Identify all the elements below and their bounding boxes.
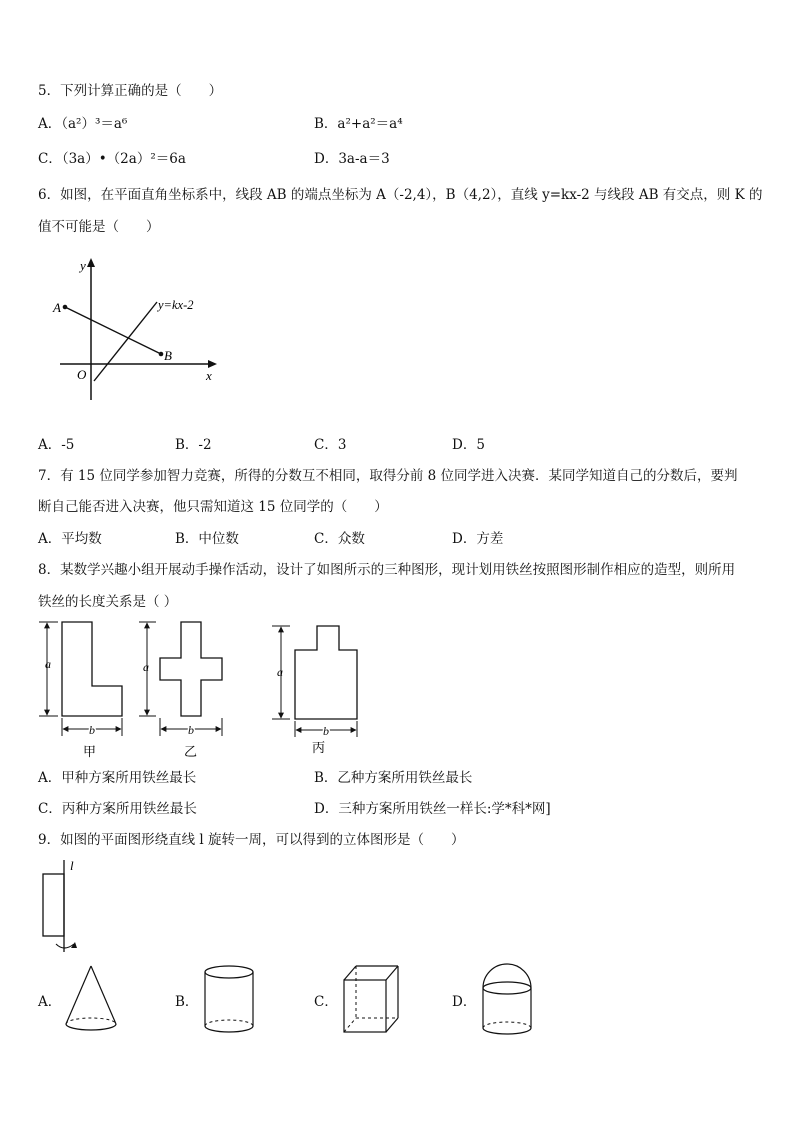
q5-option-c: C．（3a）•（2a）²＝6a bbox=[38, 151, 186, 167]
q9-option-d: D． bbox=[452, 994, 477, 1010]
q5-option-b: B．a²+a²＝a⁴ bbox=[314, 116, 403, 132]
q6-option-b: B．-2 bbox=[175, 437, 212, 453]
q7-option-d: D．方差 bbox=[452, 531, 504, 547]
q8-option-b: B．乙种方案所用铁丝最长 bbox=[314, 770, 473, 786]
q6-stem-line2: 值不可能是（ ） bbox=[38, 219, 160, 235]
q6-line-label: y=kx-2 bbox=[158, 298, 194, 312]
shape-jia bbox=[39, 622, 122, 759]
q8-caption-yi: 乙 bbox=[184, 744, 198, 759]
q9-option-b: B． bbox=[175, 994, 199, 1010]
q8-three-shapes-figure bbox=[36, 616, 376, 760]
cylinder-with-dome-icon bbox=[478, 962, 536, 1038]
q8-jia-label-a: a bbox=[45, 657, 51, 671]
q6-label-b: B bbox=[164, 348, 172, 363]
q9-option-c: C． bbox=[314, 994, 338, 1010]
q8-yi-label-a: a bbox=[143, 660, 149, 674]
q6-label-x: x bbox=[206, 368, 212, 383]
q7-option-a: A．平均数 bbox=[38, 531, 102, 547]
q5-stem: 5．下列计算正确的是（ ） bbox=[38, 83, 223, 99]
q8-caption-jia: 甲 bbox=[83, 744, 97, 759]
q6-option-a: A．-5 bbox=[38, 437, 75, 453]
q6-label-a: A bbox=[53, 300, 61, 315]
q6-coordinate-figure bbox=[50, 254, 230, 406]
q9-label-l: l bbox=[70, 858, 74, 873]
q8-stem-line2: 铁丝的长度关系是（ ） bbox=[38, 594, 178, 610]
q9-option-a: A． bbox=[38, 994, 62, 1010]
q6-label-y: y bbox=[80, 258, 86, 273]
q9-stem: 9．如图的平面图形绕直线 l 旋转一周，可以得到的立体图形是（ ） bbox=[38, 832, 465, 848]
q8-caption-bing: 丙 bbox=[312, 740, 326, 755]
q6-stem-line1: 6．如图，在平面直角坐标系中，线段 AB 的端点坐标为 A（-2,4），B（4,2），直线 y=kx-2 与线段 AB 有交点，则 K 的 bbox=[38, 187, 763, 203]
cylinder-icon bbox=[200, 962, 258, 1038]
cone-icon bbox=[62, 962, 120, 1038]
q7-option-c: C．众数 bbox=[314, 531, 365, 547]
q8-option-c: C．丙种方案所用铁丝最长 bbox=[38, 801, 197, 817]
cuboid-icon bbox=[338, 962, 402, 1038]
q7-stem-line2: 断自己能否进入决赛，他只需知道这 15 位同学的（ ） bbox=[38, 499, 388, 515]
q5-option-d: D．3a-a＝3 bbox=[314, 151, 390, 167]
q7-stem-line1: 7．有 15 位同学参加智力竞赛，所得的分数互不相同，取得分前 8 位同学进入决赛．某同学知道自己的分数后，要判 bbox=[38, 468, 738, 484]
q7-option-b: B．中位数 bbox=[175, 531, 239, 547]
shape-bing bbox=[272, 626, 357, 755]
shape-yi bbox=[139, 622, 222, 759]
q8-option-d: D．三种方案所用铁丝一样长:学*科*网] bbox=[314, 801, 551, 817]
q6-option-d: D．5 bbox=[452, 437, 485, 453]
q6-label-origin: O bbox=[77, 367, 87, 382]
q9-rotation-figure bbox=[36, 856, 86, 958]
q8-jia-label-b: b bbox=[89, 723, 95, 737]
q8-option-a: A．甲种方案所用铁丝最长 bbox=[38, 770, 197, 786]
q8-stem-line1: 8．某数学兴趣小组开展动手操作活动，设计了如图所示的三种图形，现计划用铁丝按照图形制作相应的造型，则所用 bbox=[38, 562, 736, 578]
q5-option-a: A．（a²）³＝a⁶ bbox=[38, 116, 128, 132]
q8-yi-label-b: b bbox=[188, 723, 194, 737]
q8-bing-label-a: a bbox=[277, 665, 283, 679]
q6-option-c: C．3 bbox=[314, 437, 347, 453]
q8-bing-label-b: b bbox=[323, 724, 329, 738]
